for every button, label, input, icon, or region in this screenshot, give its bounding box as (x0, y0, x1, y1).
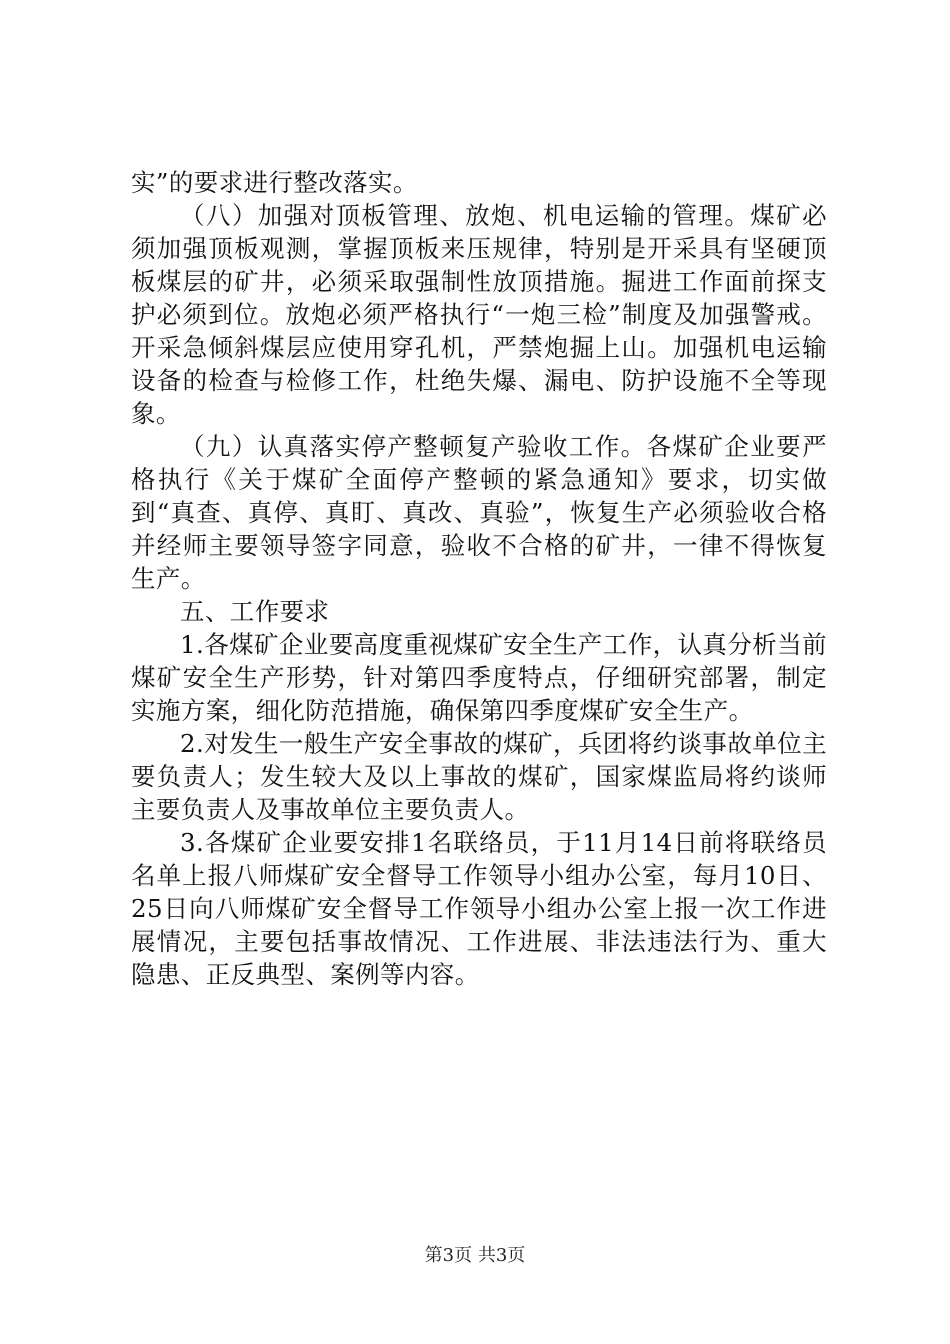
paragraph-item-8: （八）加强对顶板管理、放炮、机电运输的管理。煤矿必须加强顶板观测，掌握顶板来压规律，特别是开采具有坚硬顶板煤层的矿井，必须采取强制性放顶措施。掘进工作面前探支护必须到位。放炮必须严格执行“一炮三检”制度及加强警戒。开采急倾斜煤层应使用穿孔机，严禁炮掘上山。加强机电运输设备的检查与检修工作，杜绝失爆、漏电、防护设施不全等现象。 (131, 201, 827, 428)
page-number-footer: 第3页 共3页 (424, 1245, 526, 1266)
section-heading-work-requirements: 五、工作要求 (180, 597, 330, 626)
requirement-1: 1.各煤矿企业要高度重视煤矿安全生产工作，认真分析当前煤矿安全生产形势，针对第四季度特点，仔细研究部署，制定实施方案，细化防范措施，确保第四季度煤矿安全生产。 (131, 630, 827, 725)
document-body (131, 166, 827, 991)
requirement-3: 3.各煤矿企业要安排1名联络员，于11月14日前将联络员名单上报八师煤矿安全督导工作领导小组办公室，每月10日、25日向八师煤矿安全督导工作领导小组办公室上报一次工作进展情况，主要包括事故情况、工作进展、非法违法行为、重大隐患、正反典型、案例等内容。 (131, 828, 827, 989)
paragraph-continuation: 实”的要求进行整改落实。 (131, 168, 418, 197)
requirement-2: 2.对发生一般生产安全事故的煤矿，兵团将约谈事故单位主要负责人；发生较大及以上事故的煤矿，国家煤监局将约谈师主要负责人及事故单位主要负责人。 (131, 729, 827, 824)
paragraph-item-9: （九）认真落实停产整顿复产验收工作。各煤矿企业要严格执行《关于煤矿全面停产整顿的紧急通知》要求，切实做到“真查、真停、真盯、真改、真验”，恢复生产必须验收合格并经师主要领导签字同意，验收不合格的矿井，一律不得恢复生产。 (131, 432, 827, 593)
